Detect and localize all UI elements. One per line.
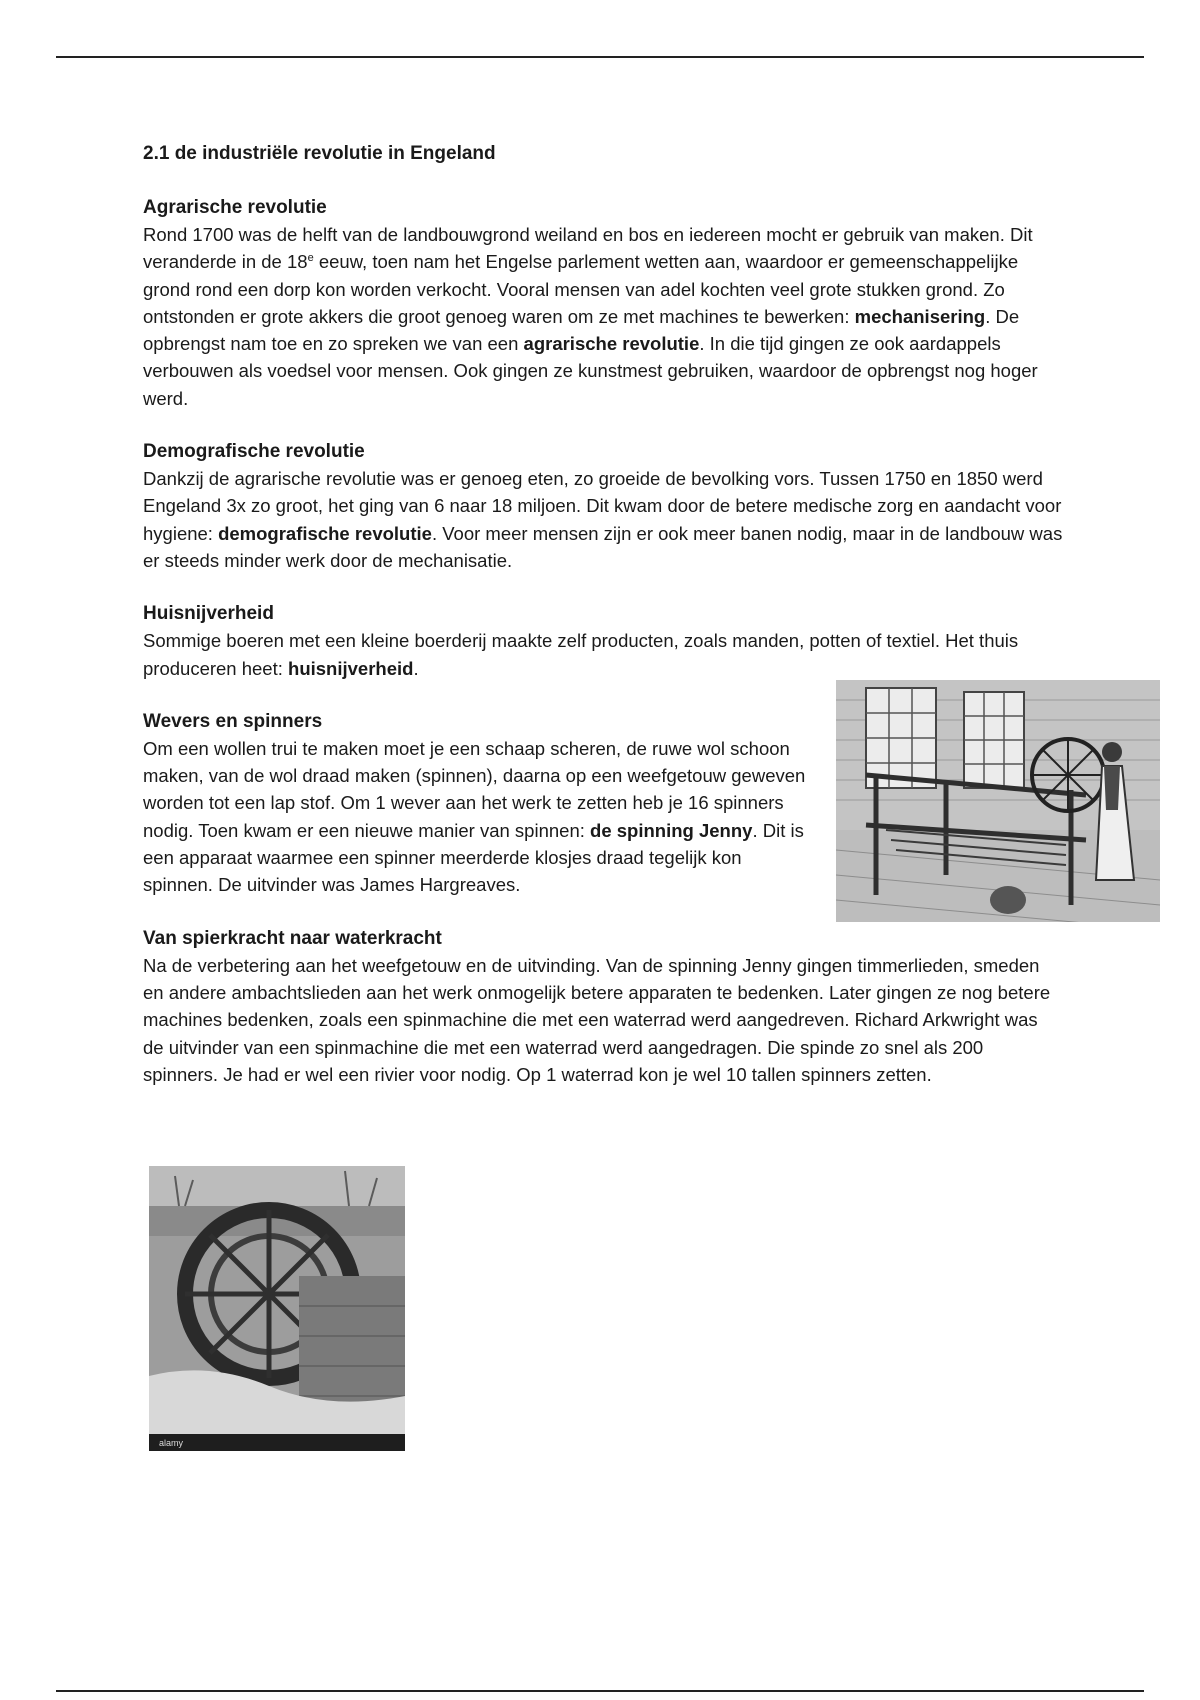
page-title: 2.1 de industriële revolutie in Engeland [143,143,496,164]
watermark-label: alamy [159,1438,184,1448]
section-demografische-revolutie [143,438,1063,574]
waterwheel-photo [149,1166,405,1451]
term-mechanisering: mechanisering [854,305,986,327]
section-paragraph: Rond 1700 was de helft van de landbouwgrond weiland en bos en iedereen mocht er gebruik van maken. Dit veranderde in de 18e eeuw, toen nam het Engelse parlement wetten aan, waardoor er gemeenschappelijke grond rond een dorp kon worden verkocht. Vooral mensen van adel kochten veel grote stukken grond. Zo ontstonden er grote akkers die groot genoeg waren om ze met machines te bewerken: mechanisering. De opbrengst nam toe en zo spreken we van een agrarische revolutie. In die tijd gingen ze ook aardappels verbouwen als voedsel voor mensen. Ook gingen ze kunstmest gebruiken, waardoor de opbrengst nog hoger werd. [143,224,1038,409]
section-heading: Demografische revolutie [143,441,365,463]
section-heading: Agrarische revolutie [143,197,327,218]
section-paragraph: Om een wollen trui te maken moet je een schaap scheren, de ruwe wol schoon maken, van de wol draad maken (spinnen), daarna op een weefgetouw geweven worden tot een lap stof. Om 1 wever aan het werk te zetten heb je 16 spinners nodig. Toen kwam er een nieuwe manier van spinnen: de spinning Jenny. Dit is een apparaat waarmee een spinner meerderde klosjes draad tegelijk kon spinnen. De uitvinder was James Hargreaves. [143,737,806,896]
spinning-jenny-illustration [836,680,1160,922]
section-paragraph: Na de verbetering aan het weefgetouw en de uitvinding. Van de spinning Jenny gingen timmerlieden, smeden en andere ambachtslieden aan het werk onmogelijk betere apparaten te bedenken. Later gingen ze nog betere machines bedenken, zoals een spinmachine die met een waterrad werd aangedreven. Richard Arkwright was de uitvinder van een spinmachine die met een waterrad werd aangedragen. Die spinde zo snel als 200 spinners. Je had er wel een rivier voor nodig. Op 1 waterrad kon je wel 10 tallen spinners zetten. [143,954,1051,1085]
footer-rule [56,1690,1144,1692]
header-rule [56,56,1144,58]
section-paragraph: Dankzij de agrarische revolutie was er genoeg eten, zo groeide de bevolking vors. Tussen 1750 en 1850 werd Engeland 3x zo groot, het ging van 6 naar 18 miljoen. Dit kwam door de betere medische zorg en aandacht voor hygiene: demografische revolutie. Voor meer mensen zijn er ook meer banen nodig, maar in de landbouw was er steeds minder werk door de mechanisatie. [143,468,1063,571]
term-huisnijverheid: huisnijverheid [288,657,414,679]
section-huisnijverheid [143,600,1063,682]
term-demografische-revolutie: demografische revolutie [218,522,432,544]
section-heading: Van spierkracht naar waterkracht [143,927,442,949]
section-paragraph: Sommige boeren met een kleine boerderij maakte zelf producten, zoals manden, potten of textiel. Het thuis produceren heet: huisnijverheid. [143,630,1019,679]
section-agrarische-revolutie [143,194,1063,412]
document-body [143,140,1063,1114]
section-heading: Wevers en spinners [143,710,323,732]
section-spierkracht-waterkracht [143,925,1063,1088]
term-agrarische-revolutie: agrarische revolutie [523,333,700,355]
term-spinning-jenny: de spinning Jenny [590,819,753,841]
section-heading: Huisnijverheid [143,603,274,625]
